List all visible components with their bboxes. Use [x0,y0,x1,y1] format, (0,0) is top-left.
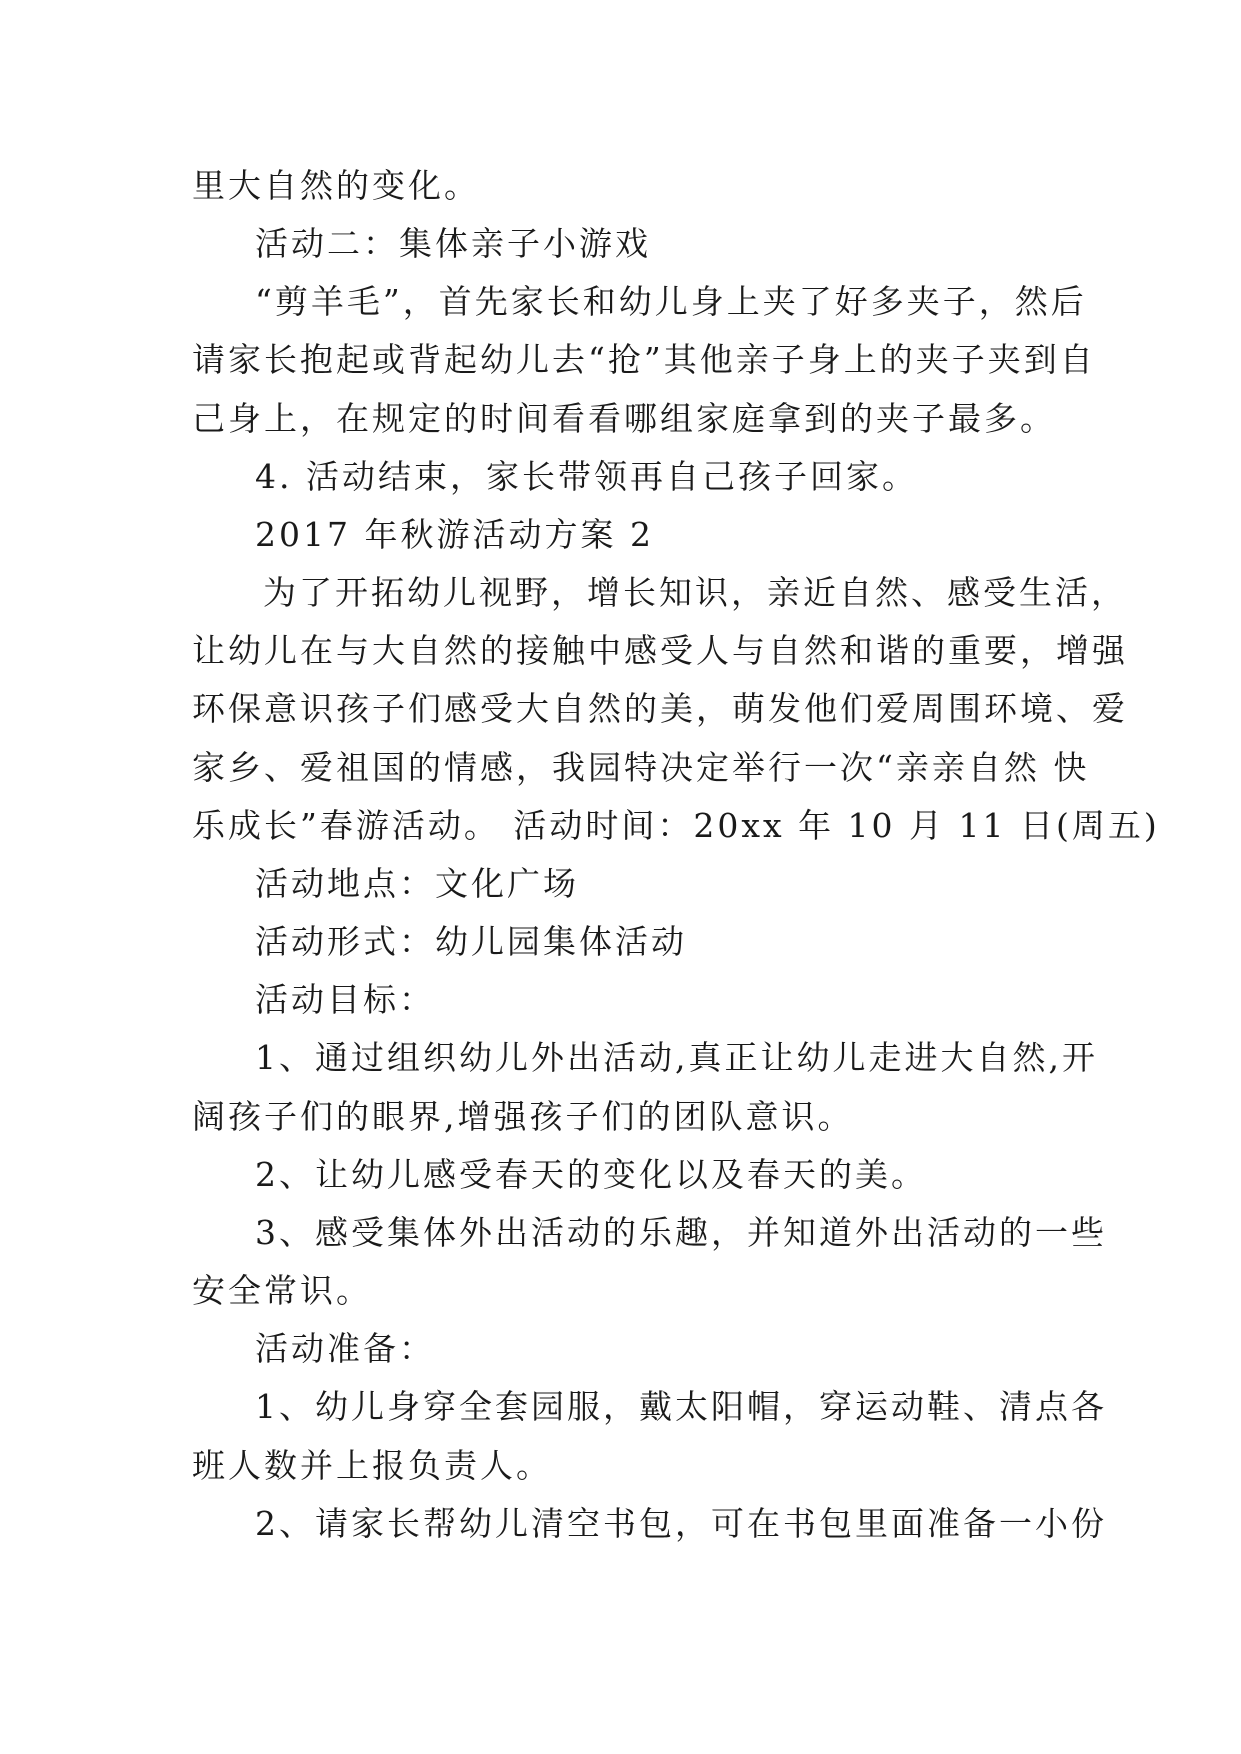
paragraph-line: 为了开拓幼儿视野，增长知识，亲近自然、感受生活， [263,573,1127,612]
paragraph-line: 活动目标： [255,980,435,1019]
paragraph-line: 1、幼儿身穿全套园服，戴太阳帽，穿运动鞋、清点各 [255,1387,1107,1426]
paragraph-line: 乐成长”春游活动。 活动时间：20xx 年 10 月 11 日(周五) [192,806,1160,845]
paragraph-line: 活动地点：文化广场 [255,864,579,903]
paragraph-line: 让幼儿在与大自然的接触中感受人与自然和谐的重要，增强 [192,631,1128,670]
paragraph-line: 活动准备： [255,1329,435,1368]
paragraph-line: 里大自然的变化。 [192,166,480,205]
paragraph-line: 2、让幼儿感受春天的变化以及春天的美。 [255,1155,927,1194]
paragraph-line: 活动形式：幼儿园集体活动 [255,922,687,961]
paragraph-line: “剪羊毛”，首先家长和幼儿身上夹了好多夹子，然后 [255,282,1087,321]
paragraph-line: 环保意识孩子们感受大自然的美，萌发他们爱周围环境、爱 [192,689,1128,728]
paragraph-line: 2、请家长帮幼儿清空书包，可在书包里面准备一小份 [255,1504,1107,1543]
paragraph-line: 4. 活动结束，家长带领再自己孩子回家。 [255,457,918,496]
section-heading: 2017 年秋游活动方案 2 [255,515,654,554]
paragraph-line: 3、感受集体外出活动的乐趣，并知道外出活动的一些 [255,1213,1107,1252]
paragraph-line: 家乡、爱祖国的情感，我园特决定举行一次“亲亲自然 快 [192,748,1090,787]
paragraph-line: 请家长抱起或背起幼儿去“抢”其他亲子身上的夹子夹到自 [192,340,1096,379]
paragraph-line: 班人数并上报负责人。 [192,1446,552,1485]
paragraph-line: 活动二：集体亲子小游戏 [255,224,651,263]
paragraph-line: 阔孩子们的眼界,增强孩子们的团队意识。 [192,1097,854,1136]
paragraph-line: 1、通过组织幼儿外出活动,真正让幼儿走进大自然,开 [255,1038,1098,1077]
paragraph-line: 安全常识。 [192,1271,372,1310]
paragraph-line: 己身上，在规定的时间看看哪组家庭拿到的夹子最多。 [192,399,1056,438]
